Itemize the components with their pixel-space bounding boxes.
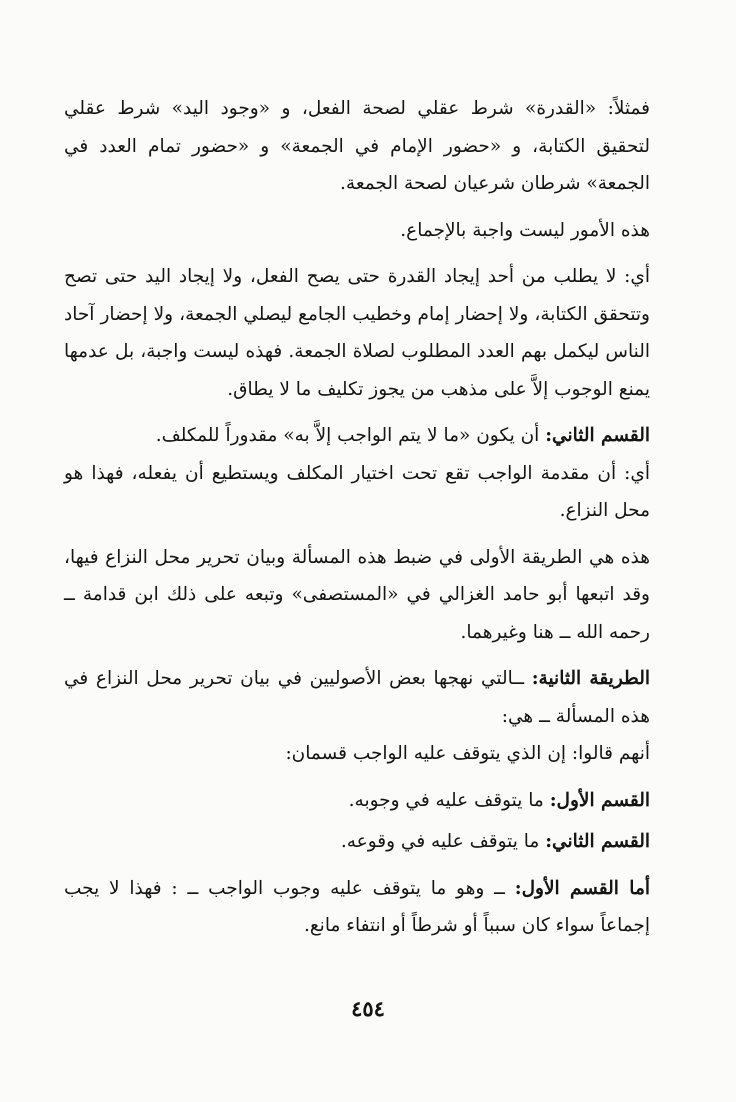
- sub-list: [64, 735, 650, 861]
- paragraph-text: أن يكون «ما لا يتم الواجب إلاَّ به» مقدوراً للمكلف.: [155, 425, 546, 446]
- paragraph-dispute-point: [64, 455, 650, 530]
- sub-item-text: أنهم قالوا: إن الذي يتوقف عليه الواجب قسمان:: [285, 743, 650, 764]
- sub-item-text: ما يتوقف عليه في وقوعه.: [340, 831, 546, 852]
- paragraph-text: أي: أن مقدمة الواجب تقع تحت اختيار المكلف ويستطيع أن يفعله، فهذا هو محل النزاع.: [64, 462, 650, 521]
- page-number: ٤٥٤: [351, 996, 385, 1021]
- paragraph-text: هذه هي الطريقة الأولى في ضبط هذه المسألة وبيان تحرير محل النزاع فيها، وقد اتبعها أبو حامد الغزالي في «المستصفى» وتبعه على ذلك ابن قدامة ــ رحمه الله ــ هنا وغيرهما.: [64, 546, 650, 643]
- paragraph-lead: القسم الثاني:: [545, 425, 650, 446]
- paragraph-text: ــ وهو ما يتوقف عليه وجوب الواجب ــ : فهذا لا يجب إجماعاً سواء كان سبباً أو شرطاً أو انتفاء مانع.: [64, 877, 650, 936]
- paragraph-example-conditions: [64, 90, 650, 203]
- paragraph-lead: الطريقة الثانية:: [531, 668, 650, 689]
- paragraph-lead: أما القسم الأول:: [514, 877, 650, 899]
- paragraph-text: فمثلاً: «القدرة» شرط عقلي لصحة الفعل، و «وجود اليد» شرط عقلي لتحقيق الكتابة، و «حضور الإمام في الجمعة» و «حضور تمام العدد في الجمعة» شرطان شرعيان لصحة الجمعة.: [64, 98, 650, 194]
- sub-item: [64, 782, 650, 820]
- sub-item-lead: القسم الأول:: [549, 789, 650, 811]
- paragraph-second-method: [64, 660, 650, 735]
- paragraph-final: [64, 870, 650, 945]
- sub-item: [64, 735, 650, 773]
- sub-item-lead: القسم الثاني:: [545, 831, 650, 852]
- paragraph-not-obligatory: [64, 212, 650, 250]
- paragraph-first-method: [64, 539, 650, 652]
- paragraph-text: هذه الأمور ليست واجبة بالإجماع.: [400, 219, 650, 241]
- paragraph-text: ــالتي نهجها بعض الأصوليين في بيان تحرير محل النزاع في هذه المسألة ــ هي:: [64, 668, 650, 727]
- sub-item-text: ما يتوقف عليه في وجوبه.: [348, 789, 550, 811]
- paragraph-explanation: [64, 258, 650, 408]
- page-body: [64, 90, 650, 990]
- paragraph-second-section: [64, 417, 650, 455]
- sub-item: [64, 823, 650, 861]
- paragraph-text: أي: لا يطلب من أحد إيجاد القدرة حتى يصح الفعل، ولا إيجاد اليد حتى تصح وتتحقق الكتابة، ولا إحضار إمام وخطيب الجامع ليصلي الجمعة، ولا إحضار آحاد الناس ليكمل بهم العدد المطلوب لصلاة الجمعة. فهذه ليست واجبة، بل عدمها يمنع الوجوب إلاَّ على مذهب من يجوز تكليف ما لا يطاق.: [64, 266, 650, 400]
